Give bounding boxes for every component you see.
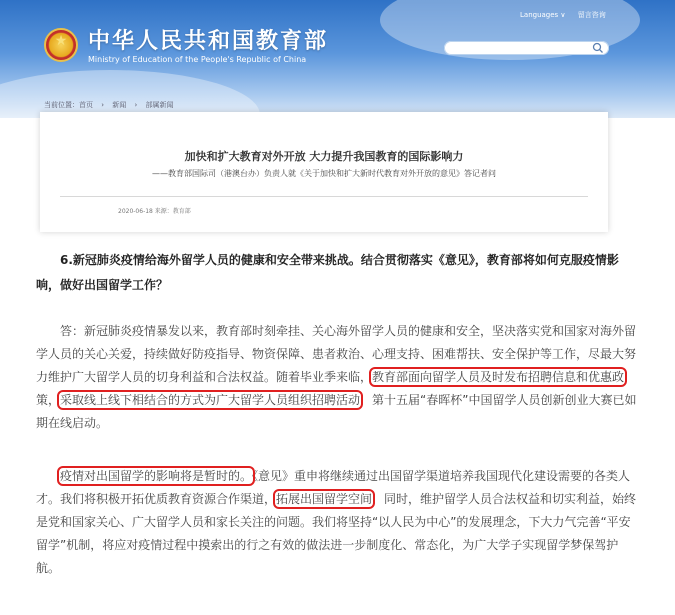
breadcrumb-news[interactable]: 新闻: [112, 101, 127, 109]
site-subtitle: Ministry of Education of the People's Republic of China: [88, 55, 307, 64]
question-heading: 6.新冠肺炎疫情给海外留学人员的健康和安全带来挑战。结合贯彻落实《意见》，教育部将如何克服疫情影响，做好出国留学工作？: [36, 253, 619, 292]
search-input[interactable]: [444, 41, 609, 55]
article-meta: 2020-06-18 来源：教育部: [118, 208, 191, 215]
article-header-card: [40, 112, 608, 232]
breadcrumb-separator: ›: [101, 101, 105, 109]
paragraph-text: ，同时，维护留学人员合法权益和切实利益，始终是党和国家关心、广大留学人员和家长关注的问题。我们将坚持“以人民为中心”的发展理念，下大力气完善“平安留学”机制，将应对疫情过程中摸索出的行之有效的做法进一步制度化、常态化，为广大学子实现留学梦保驾护航。: [36, 492, 637, 575]
breadcrumb: [44, 100, 180, 110]
highlighted-text: 教育部面向留学人员及时发布招聘信息和优惠政: [372, 370, 625, 384]
site-title[interactable]: 中华人民共和国教育部: [88, 29, 329, 54]
breadcrumb-separator: ›: [134, 101, 138, 109]
answer-paragraph-2: [36, 465, 642, 580]
paragraph-text: 《意见》重申将继续通过出国留学渠道培养我国现代化建设需要的各类人才。我们将积极开拓优质教育资源合作渠道，: [36, 469, 631, 506]
top-link[interactable]: 留言咨询: [577, 11, 606, 19]
highlighted-text: 采取线上线下相结合的方式为广大留学人员组织招聘活动: [60, 393, 361, 407]
paragraph-text: ，第十五届“春晖杯”中国留学人员创新创业大赛已如期在线启动。: [36, 393, 637, 430]
paragraph-text: 策，: [36, 393, 61, 407]
search-icon[interactable]: [592, 42, 604, 54]
answer-paragraph-1: [36, 320, 642, 435]
languages-link[interactable]: Languages ∨: [520, 11, 566, 19]
national-emblem-icon: [44, 28, 78, 62]
divider: [60, 196, 588, 197]
article-subtitle: ——教育部国际司（港澳台办）负责人就《关于加快和扩大新时代教育对外开放的意见》答记者问: [152, 169, 496, 178]
highlighted-text: 疫情对出国留学的影响将是暂时的。: [60, 469, 253, 483]
paragraph-text: 答：新冠肺炎疫情暴发以来，教育部时刻牵挂、关心海外留学人员的健康和安全，坚决落实党和国家对海外留学人员的关心关爱，持续做好防疫指导、物资保障、患者救治、心理支持、困难帮扶、安全保护等工作，尽最大努力维护广大留学人员的切身利益和合法权益。随着毕业季来临，: [36, 324, 637, 384]
highlighted-text: 拓展出国留学空间: [276, 492, 373, 506]
header-decoration: [0, 70, 260, 118]
breadcrumb-home[interactable]: 当前位置：首页: [44, 101, 93, 109]
top-nav: [520, 10, 616, 20]
article-title: 加快和扩大教育对外开放 大力提升我国教育的国际影响力: [184, 150, 464, 163]
breadcrumb-section[interactable]: 部属新闻: [145, 101, 174, 109]
